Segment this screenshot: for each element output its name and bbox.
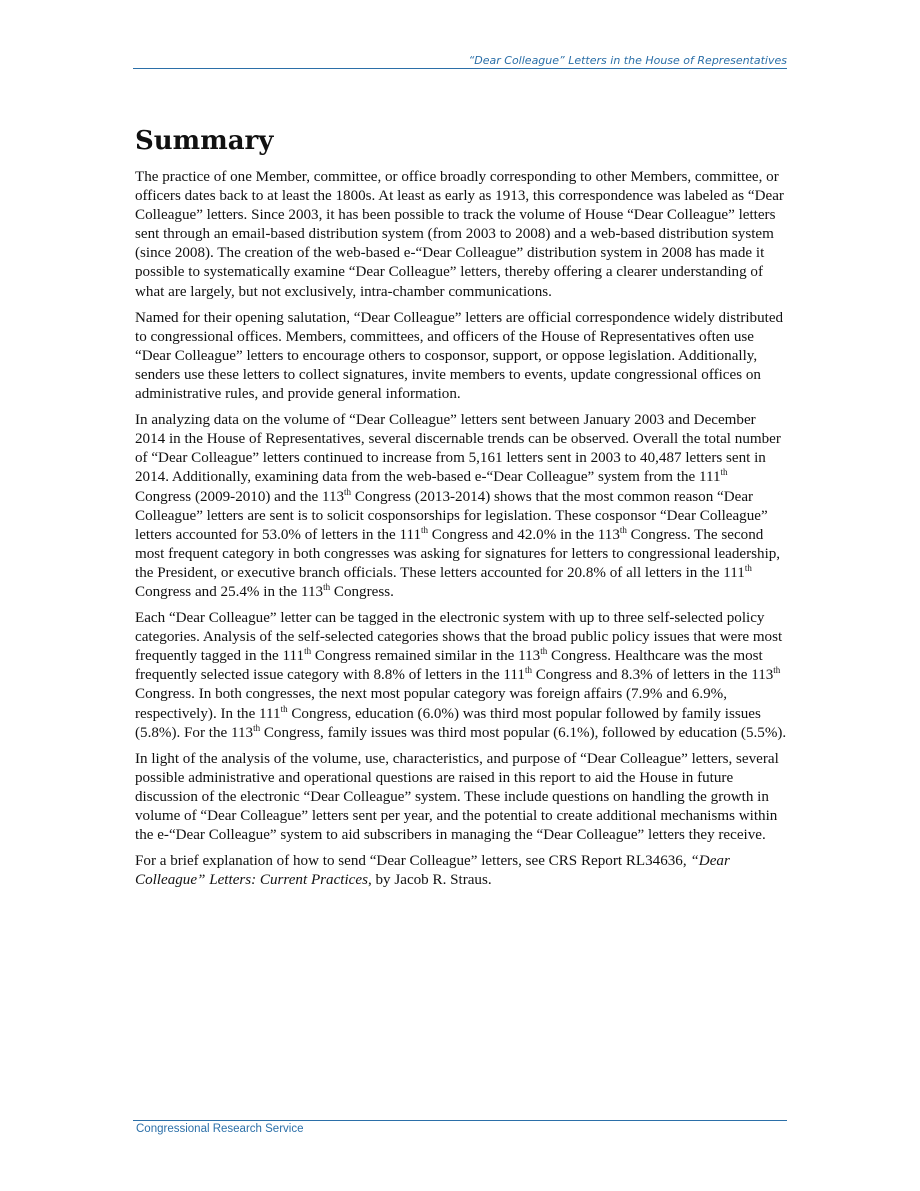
header-rule: [133, 68, 787, 69]
paragraph-5: In light of the analysis of the volume, use, characteristics, and purpose of “Dear Colleague” letters, several possible administrative and operational questions are raised in this report to aid the House in future discussion of the electronic “Dear Colleague” system. These include questions on handling the growth in volume of “Dear Colleague” letters sent per year, and the potential to create additional mechanisms within the e-“Dear Colleague” system to aid subscribers in managing the “Dear Colleague” letters they receive.: [135, 750, 779, 844]
paragraph-4: Each “Dear Colleague” letter can be tagged in the electronic system with up to three self-selected policy categories. Analysis of the self-selected categories shows that the broad public policy issues that were most frequently tagged in the 111th Congress remained similar in the 113th Congress. Healthcare was the most frequently selected issue category with 8.8% of letters in the 111th Congress and 8.3% of letters in the 113th Congress. In both congresses, the next most popular category was foreign affairs (7.9% and 6.9%, respectively). In the 111th Congress, education (6.0%) was third most popular followed by family issues (5.8%). For the 113th Congress, family issues was third most popular (6.1%), followed by education (5.5%).: [135, 610, 787, 741]
page-title: Summary: [135, 126, 274, 156]
running-header: “Dear Colleague” Letters in the House of Representatives: [468, 54, 787, 67]
paragraph-6: For a brief explanation of how to send “Dear Colleague” letters, see CRS Report RL34636, “Dear Colleague” Letters: Current Practices, by Jacob R. Straus.: [135, 853, 730, 889]
paragraph-1: The practice of one Member, committee, or office broadly corresponding to other Members, committee, or officers dates back to at least the 1800s. At least as early as 1913, this correspondence was labeled as “Dear Colleague” letters. Since 2003, it has been possible to track the volume of House “Dear Colleague” letters sent through an email-based distribution system (from 2003 to 2008) and a web-based distribution system (since 2008). The creation of the web-based e-“Dear Colleague” distribution system in 2008 has made it possible to systematically examine “Dear Colleague” letters, thereby offering a clearer understanding of what are largely, but not exclusively, intra-chamber communications.: [135, 169, 784, 300]
report-title-link: “Dear Colleague” Letters: Current Practices: [135, 853, 730, 889]
footer-rule: [133, 1120, 787, 1121]
paragraph-2: Named for their opening salutation, “Dear Colleague” letters are official correspondence widely distributed to congressional offices. Members, committees, and officers of the House of Representatives often use “Dear Colleague” letters to encourage others to cosponsor, support, or oppose legislation. Additionally, senders use these letters to collect signatures, invite members to events, update congressional offices on administrative rules, and provide general information.: [135, 309, 784, 403]
paragraph-3: In analyzing data on the volume of “Dear Colleague” letters sent between January 2003 and December 2014 in the House of Representatives, several discernable trends can be observed. Overall the total number of “Dear Colleague” letters continued to increase from 5,161 letters sent in 2003 to 40,487 letters sent in 2014. Additionally, examining data from the web-based e-“Dear Colleague” system from the 111th Congress (2009-2010) and the 113th Congress (2013-2014) shows that the most common reason “Dear Colleague” letters are sent is to solicit cosponsorships for legislation. These cosponsor “Dear Colleague” letters accounted for 53.0% of letters in the 111th Congress and 42.0% in the 113th Congress. The second most frequent category in both congresses was asking for signatures for letters to congressional leadership, the President, or executive branch officials. These letters accounted for 20.8% of all letters in the 111th Congress and 25.4% in the 113th Congress.: [135, 412, 781, 600]
footer-label: Congressional Research Service: [136, 1123, 304, 1135]
page-body: [135, 124, 787, 897]
